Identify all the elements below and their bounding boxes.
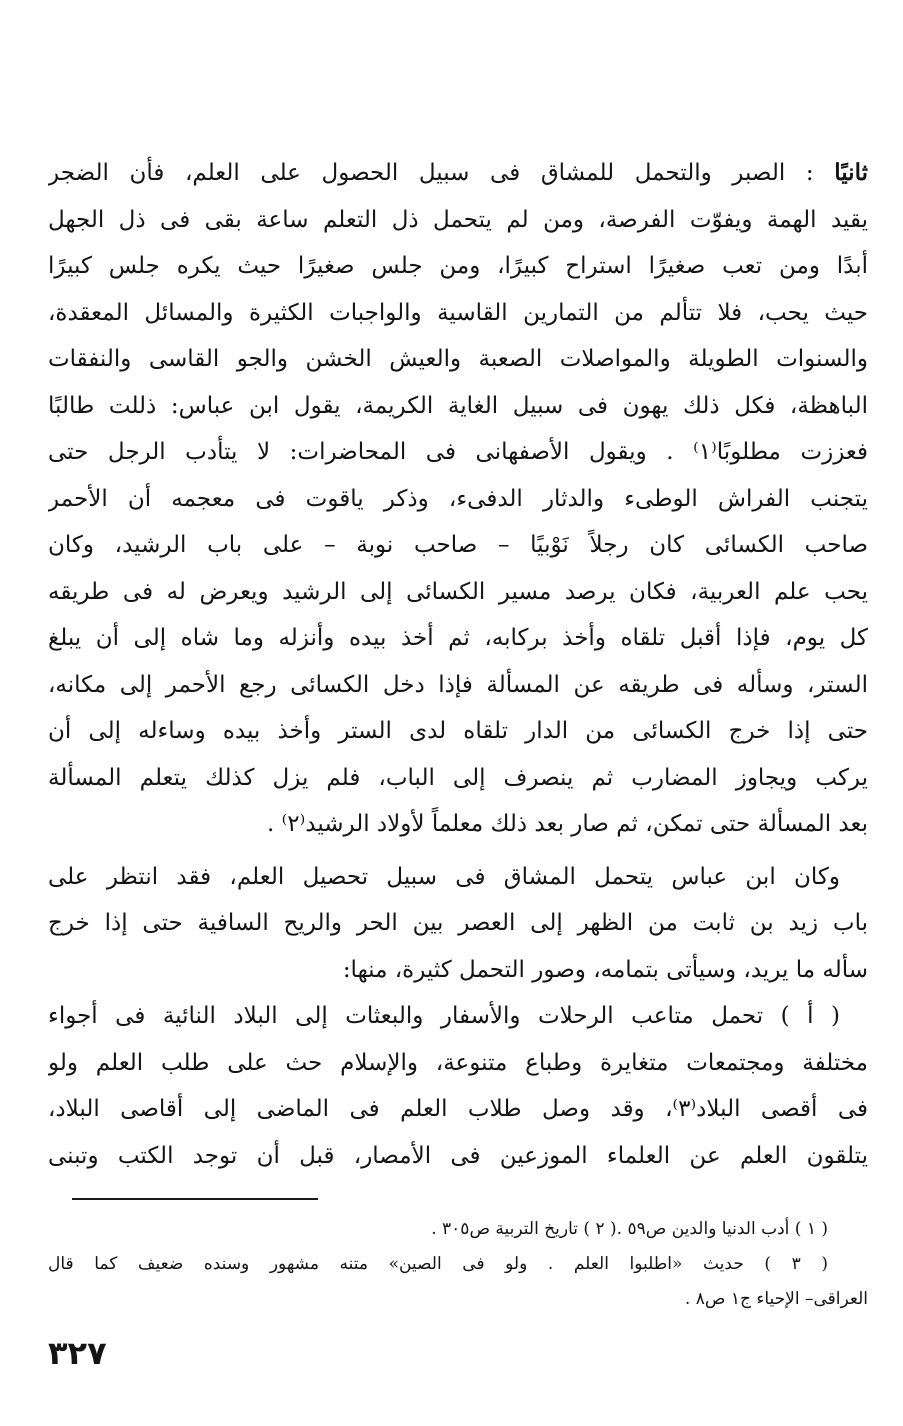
text-line: يحب علم العربية، فكان يرصد مسير الكسائى إلى الرشيد ويعرض له فى طريقه	[48, 578, 868, 605]
page-body	[48, 150, 868, 1179]
footnote-row	[48, 1212, 868, 1247]
text-line: ( أ ) تحمل متاعب الرحلات والأسفار والبعثات إلى البلاد النائية فى أجواء	[48, 1003, 840, 1029]
text-line: يتجنب الفراش الوطىء والدثار الدفىء، وذكر ياقوت فى معجمه أن الأحمر	[48, 485, 868, 512]
text-line: حتى إذا خرج الكسائى من الدار تلقاه لدى الستر وأخذ بيده وساءله إلى أن	[48, 718, 868, 744]
text-line: باب زيد بن ثابت من الظهر إلى العصر بين الحر والريح السافية حتى إذا خرج	[48, 910, 868, 936]
text-line: ثانيًا : الصبر والتحمل للمشاق فى سبيل الحصول على العلم، فأن الضجر	[48, 159, 868, 186]
text-line: يقيد الهمة ويفوّت الفرصة، ومن لم يتحمل ذل التعلم ساعة بقى فى ذل الجهل	[48, 206, 868, 233]
text-line: سأله ما يريد، وسيأتى بتمامه، وصور التحمل كثيرة، منها:	[342, 956, 868, 983]
text-line: يتلقون العلم عن العلماء الموزعين فى الأمصار، قبل أن توجد الكتب وتبنى	[48, 1142, 868, 1169]
text-line: فعززت مطلوبًا⁽١⁾ . ويقول الأصفهانى فى المحاضرات: لا يتأدب الرجل حتى	[48, 439, 868, 465]
page-number: ٣٢٧	[48, 1334, 107, 1372]
text-line: فى أقصى البلاد⁽٣⁾، وقد وصل طلاب العلم فى الماضى إلى أقاصى البلاد،	[48, 1096, 868, 1122]
footnote-1: ( ١ ) أدب الدنيا والدين ص٥٩ .	[616, 1219, 828, 1239]
text-line: الباهظة، فكل ذلك يهون فى سبيل الغاية الكريمة، يقول ابن عباس: ذللت طالبًا	[48, 392, 868, 419]
text-line: حيث يحب، فلا تتألم من التمارين القاسية والواجبات الكثيرة والمسائل المعقدة،	[48, 299, 868, 326]
text-line: كل يوم، فإذا أقبل تلقاه وأخذ بركابه، ثم أخذ بيده وأنزله وما شاه إلى أن يبلغ	[48, 625, 868, 651]
paragraph-1	[48, 150, 868, 848]
text-line: وكان ابن عباس يتحمل المشاق فى سبيل تحصيل العلم، فقد انتظر على	[48, 863, 840, 890]
text-line: أبدًا ومن تعب صغيرًا استراح كبيرًا، ومن جلس صغيرًا حيث يكره جلس كبيرًا	[48, 253, 868, 279]
text-line: والسنوات الطويلة والمواصلات الصعبة والعيش الخشن والجو القاسى والنفقات	[48, 346, 868, 372]
footnotes	[48, 1212, 868, 1317]
footnote-3: ( ٣ ) حديث «اطلبوا العلم . ولو فى الصين» متنه مشهور وسنده ضعيف كما قال	[48, 1254, 828, 1274]
footnote-divider	[72, 1198, 318, 1200]
text-line: مختلفة ومجتمعات متغايرة وطباع متنوعة، والإسلام حث على طلب العلم ولو	[48, 1049, 868, 1076]
text-line: يركب ويجاوز المضارب ثم ينصرف إلى الباب، فلم يزل كذلك يتعلم المسألة	[48, 764, 868, 791]
paragraph-3	[48, 993, 868, 1179]
text-line: بعد المسألة حتى تمكن، ثم صار بعد ذلك معلماً لأولاد الرشيد⁽٢⁾ .	[266, 811, 868, 837]
lead-word: ثانيًا	[834, 159, 868, 186]
footnote-3-continued: العراقى– الإحياء ج١ ص٨ .	[684, 1289, 868, 1309]
paragraph-2	[48, 854, 868, 994]
footnote-2: ( ٢ ) تاريخ التربية ص٣٠٥ .	[431, 1219, 617, 1239]
text-line: صاحب الكسائى كان رجلاً نَوْبيًا – صاحب نوبة – على باب الرشيد، وكان	[48, 532, 868, 558]
text-line: الستر، وسأله فى طريقه عن المسألة فإذا دخل الكسائى رجع الأحمر إلى مكانه،	[48, 671, 868, 698]
